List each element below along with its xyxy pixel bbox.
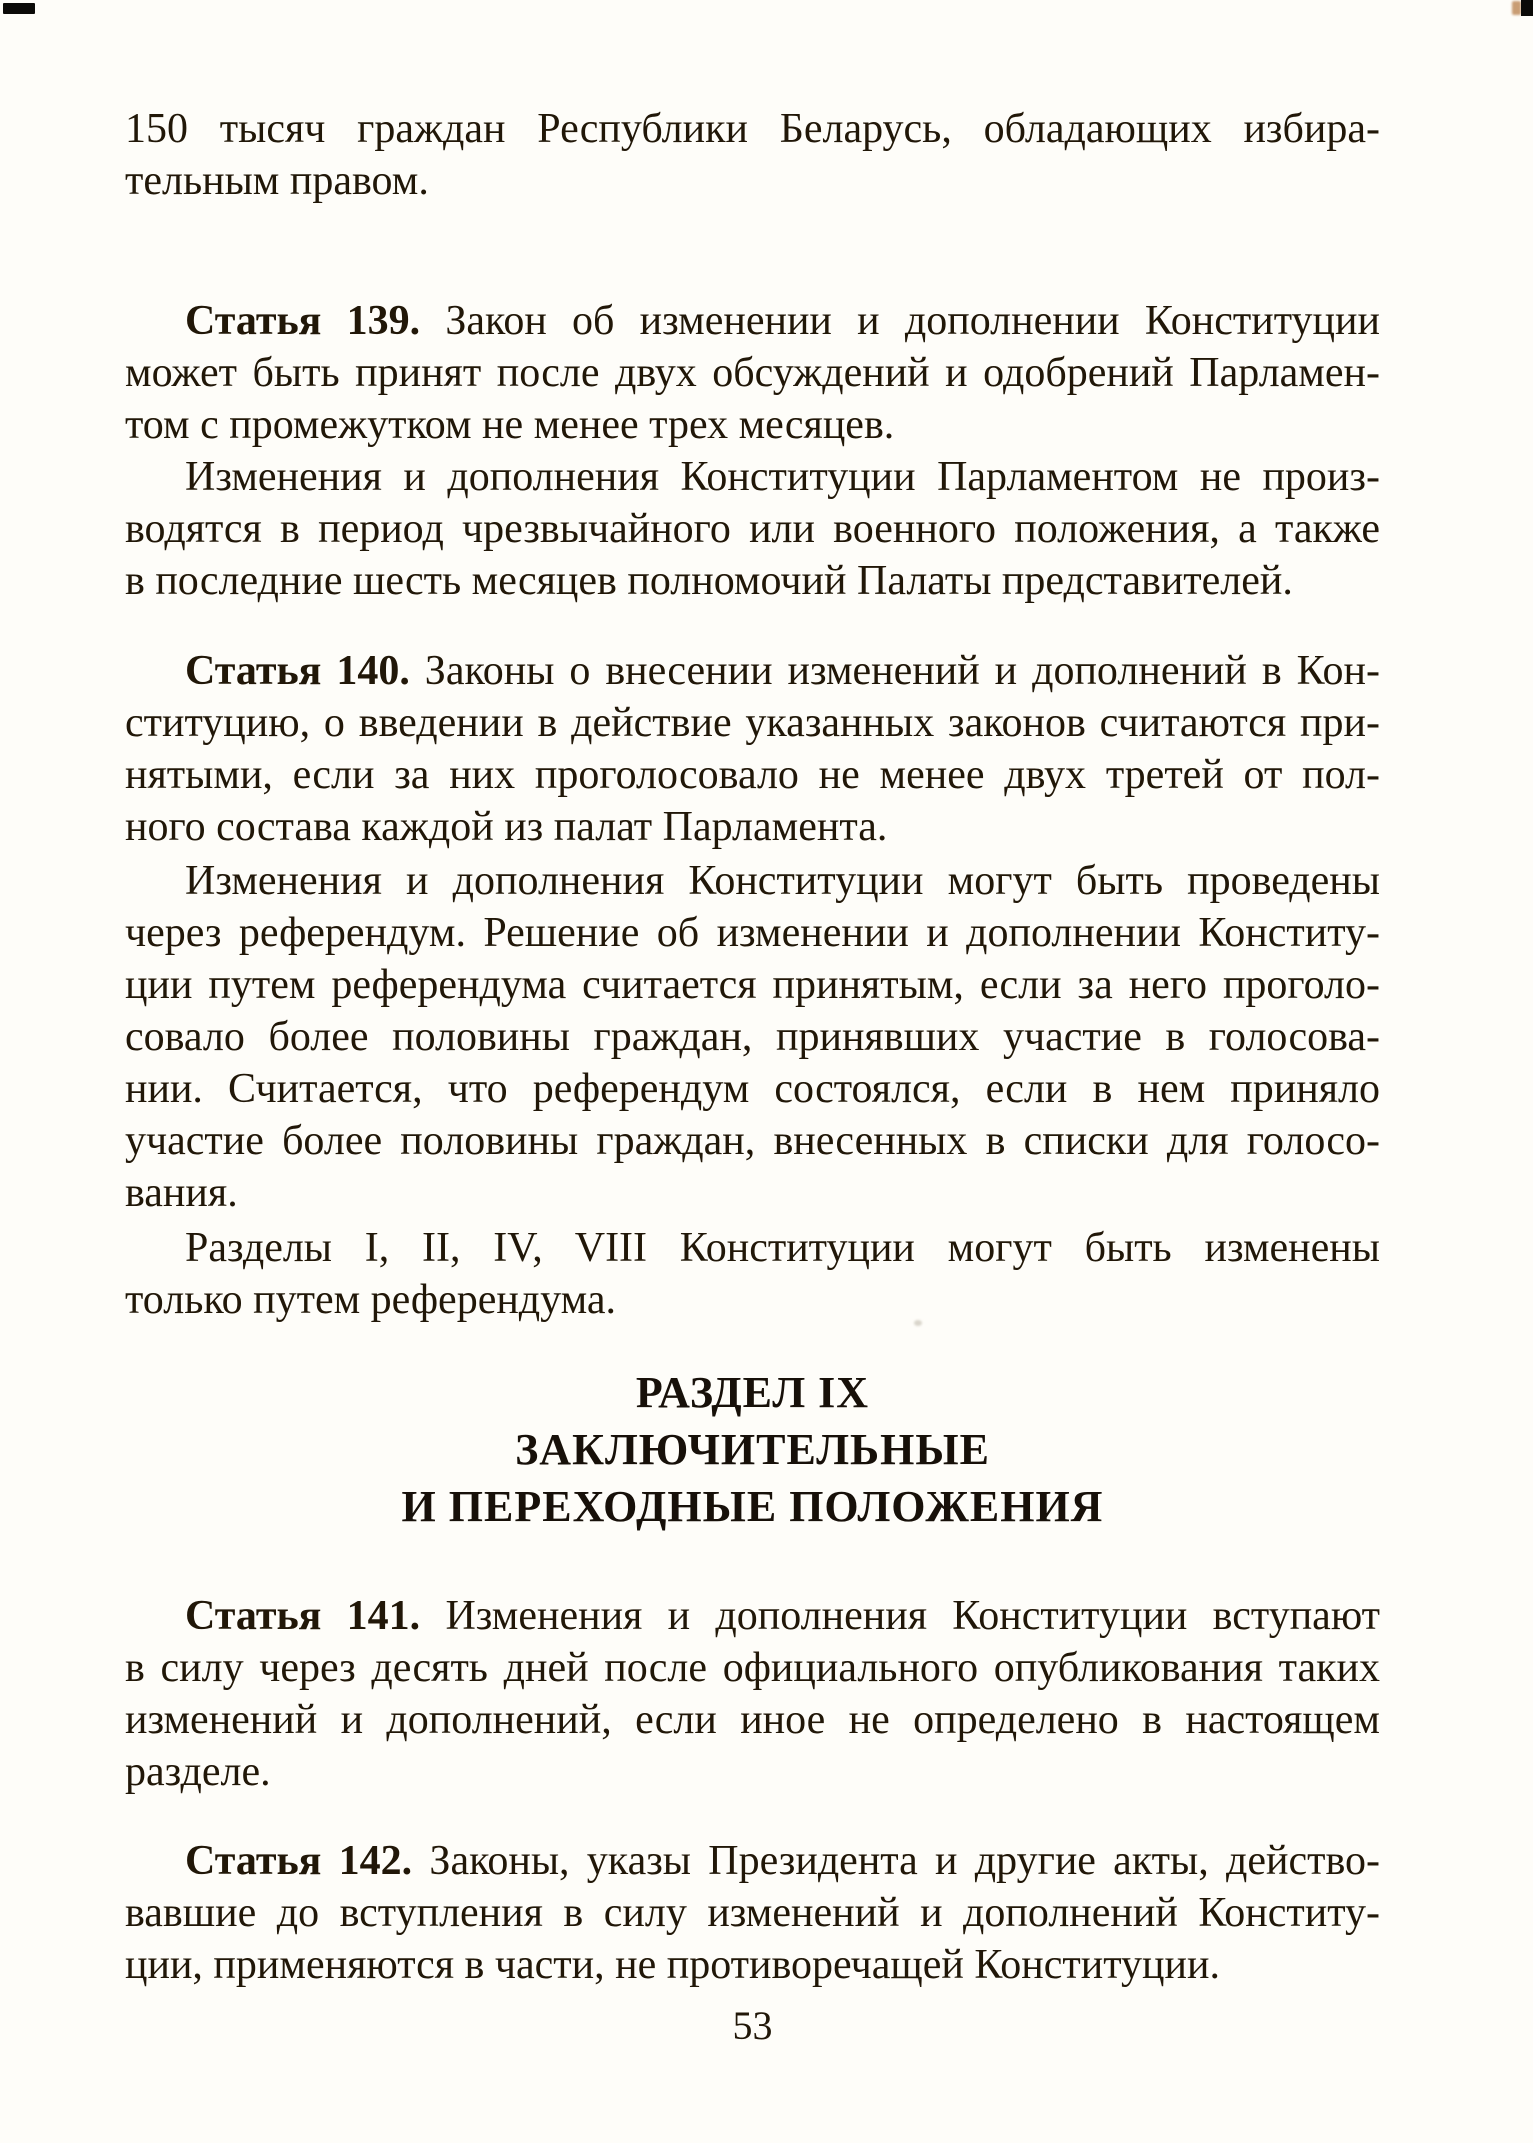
paragraph (125, 1590, 1380, 1798)
paragraph (125, 1835, 1380, 1991)
text-line (125, 503, 1380, 555)
text-line (125, 855, 1380, 907)
text-line (125, 1222, 1380, 1274)
article-number: Статья 142. (185, 1838, 413, 1884)
text-run: нятыми, если за них проголосовало не менее двух третей от пол- (125, 752, 1380, 798)
text-run: Изменения и дополнения Конституции могут быть проведены (185, 858, 1380, 904)
text-line (125, 451, 1380, 503)
text-line (125, 1115, 1380, 1167)
text-run: только путем референдума. (125, 1277, 617, 1323)
text-run: Законы, указы Президента и другие акты, действо- (412, 1838, 1381, 1884)
text-run: вания. (125, 1170, 238, 1216)
text-run: изменений и дополнений, если иное не определено в настоящем (125, 1697, 1380, 1743)
text-run: может быть принят после двух обсуждений и одобрений Парламен- (125, 350, 1380, 396)
text-run: Разделы I, II, IV, VIII Конституции могут быть изменены (185, 1225, 1380, 1271)
text-run: нии. Считается, что референдум состоялся, если в нем приняло (125, 1066, 1380, 1112)
text-line (125, 555, 1380, 607)
text-line (125, 295, 1380, 347)
text-line (125, 1746, 1380, 1798)
scan-smudge-top-right (1512, 1, 1521, 15)
text-run: И ПЕРЕХОДНЫЕ ПОЛОЖЕНИЯ (401, 1482, 1104, 1531)
text-line (125, 645, 1380, 697)
text-run: через референдум. Решение об изменении и дополнении Конститу- (125, 910, 1380, 956)
text-run: водятся в период чрезвычайного или военного положения, а также (125, 506, 1380, 552)
heading-line (125, 1421, 1380, 1478)
scan-mark-top-right (1521, 0, 1533, 16)
text-run: в последние шесть месяцев полномочий Палаты представителей. (125, 558, 1293, 604)
paragraph (125, 103, 1380, 207)
text-line (125, 1167, 1380, 1219)
text-run: вавшие до вступления в силу изменений и дополнений Конститу- (125, 1890, 1380, 1936)
text-run: Закон об изменении и дополнении Конституции (420, 298, 1380, 344)
text-run: ции, применяются в части, не противоречащей Конституции. (125, 1942, 1220, 1988)
text-line (125, 959, 1380, 1011)
text-line (125, 1011, 1380, 1063)
text-line (125, 801, 1380, 853)
article-number: Статья 141. (185, 1593, 421, 1639)
text-run: в силу через десять дней после официального опубликования таких (125, 1645, 1380, 1691)
text-run: Законы о внесении изменений и дополнений в Кон- (409, 648, 1380, 694)
text-line (125, 697, 1380, 749)
text-run: 150 тысяч граждан Республики Беларусь, обладающих избира- (125, 106, 1380, 152)
scan-mark-top-left (3, 3, 35, 14)
text-line (125, 1590, 1380, 1642)
text-run: участие более половины граждан, внесенных в списки для голосо- (125, 1118, 1380, 1164)
text-line (125, 1887, 1380, 1939)
text-line (125, 907, 1380, 959)
article-number: Статья 139. (185, 298, 421, 344)
text-run: тельным правом. (125, 158, 429, 204)
paragraph (125, 1222, 1380, 1326)
text-line (125, 1939, 1380, 1991)
page-number: 53 (732, 2003, 773, 2048)
text-line (125, 749, 1380, 801)
text-line (125, 1642, 1380, 1694)
text-line (125, 103, 1380, 155)
text-column (125, 103, 1380, 1991)
article-number: Статья 140. (185, 648, 410, 694)
text-run: ЗАКЛЮЧИТЕЛЬНЫЕ (515, 1425, 990, 1474)
text-run: Изменения и дополнения Конституции Парламентом не произ- (185, 454, 1380, 500)
text-run: совало более половины граждан, принявших участие в голосова- (125, 1014, 1380, 1060)
text-line (125, 399, 1380, 451)
text-run: Изменения и дополнения Конституции вступают (420, 1593, 1380, 1639)
text-run: том с промежутком не менее трех месяцев. (125, 402, 895, 448)
text-line (125, 1274, 1380, 1326)
text-line (125, 1694, 1380, 1746)
paragraph (125, 295, 1380, 451)
text-run: ного состава каждой из палат Парламента. (125, 804, 888, 850)
text-run: ституцию, о введении в действие указанных законов считаются при- (125, 700, 1380, 746)
section-heading (125, 1364, 1380, 1535)
heading-line (125, 1364, 1380, 1421)
text-run: ции путем референдума считается принятым, если за него проголо- (125, 962, 1380, 1008)
text-line (125, 155, 1380, 207)
text-run: РАЗДЕЛ IX (635, 1368, 870, 1417)
text-run: разделе. (125, 1749, 271, 1795)
paragraph (125, 855, 1380, 1219)
heading-line (125, 1478, 1380, 1535)
paragraph (125, 451, 1380, 607)
text-line (125, 1835, 1380, 1887)
text-line (125, 1063, 1380, 1115)
text-line (125, 347, 1380, 399)
paragraph (125, 645, 1380, 853)
